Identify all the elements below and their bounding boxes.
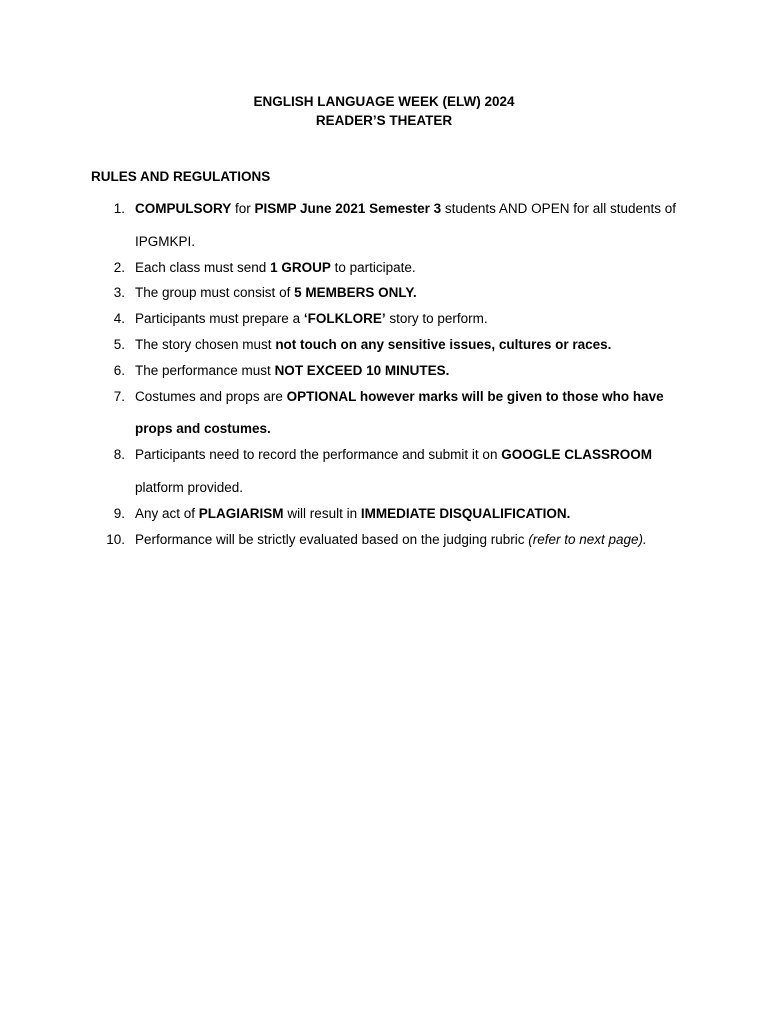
rule-text: The performance must: [135, 362, 275, 378]
rule-text-bold: COMPULSORY: [135, 201, 232, 216]
rule-number: 3.: [113, 285, 125, 301]
rule-text: platform provided.: [135, 479, 244, 495]
rule-number: 7.: [113, 388, 125, 404]
rule-number: 10.: [106, 531, 125, 547]
rule-number: 9.: [113, 505, 125, 521]
rule-text-bold: NOT EXCEED 10 MINUTES.: [274, 362, 450, 378]
rule-text: students AND OPEN for all students of IPGMKPI.: [135, 201, 676, 249]
rule-number: 8.: [113, 447, 125, 463]
rule-text-bold: ‘FOLKLORE’: [303, 311, 386, 327]
rule-text: Participants must prepare a: [135, 311, 304, 327]
rule-text-bold: OPTIONAL however marks will be given to those who have props and costumes.: [135, 388, 664, 437]
rule-text: Each class must send: [135, 259, 271, 275]
rule-text-bold: IMMEDIATE DISQUALIFICATION.: [360, 505, 571, 521]
rule-number: 1.: [113, 201, 125, 216]
rules-list: [91, 200, 691, 556]
rule-text-italic: (refer to next page).: [528, 531, 647, 547]
rule-number: 2.: [113, 259, 125, 275]
rule-text-bold: PISMP June 2021 Semester 3: [254, 201, 442, 216]
document-title: ENGLISH LANGUAGE WEEK (ELW) 2024: [253, 94, 515, 109]
rule-text: The story chosen must: [135, 336, 276, 352]
rule-item-8: [91, 439, 691, 505]
rule-item-1: [91, 193, 691, 259]
rule-text: The group must consist of: [135, 285, 295, 301]
rule-text-bold: 5 MEMBERS ONLY.: [294, 285, 417, 301]
rule-text: for: [231, 201, 255, 216]
rule-text: to participate.: [330, 259, 416, 275]
rule-item-7: [91, 381, 691, 447]
rule-text-bold: 1 GROUP: [270, 259, 331, 275]
rule-text: will result in: [283, 505, 361, 521]
document-subtitle: READER’S THEATER: [315, 113, 453, 128]
rule-text: story to perform.: [385, 311, 488, 327]
section-heading: RULES AND REGULATIONS: [91, 169, 271, 184]
rule-text-bold: GOOGLE CLASSROOM: [501, 447, 652, 463]
rule-text: Participants need to record the performance and submit it on: [135, 447, 502, 463]
rule-text-bold: PLAGIARISM: [198, 505, 284, 521]
rule-text: Performance will be strictly evaluated based on the judging rubric: [135, 531, 529, 547]
rule-number: 6.: [113, 362, 125, 378]
rule-number: 4.: [113, 311, 125, 327]
rule-text: Any act of: [135, 505, 199, 521]
rule-item-10: [91, 524, 691, 557]
rule-text-bold: not touch on any sensitive issues, cultures or races.: [275, 336, 612, 352]
rule-text: Costumes and props are: [135, 388, 287, 404]
rule-number: 5.: [113, 336, 125, 352]
